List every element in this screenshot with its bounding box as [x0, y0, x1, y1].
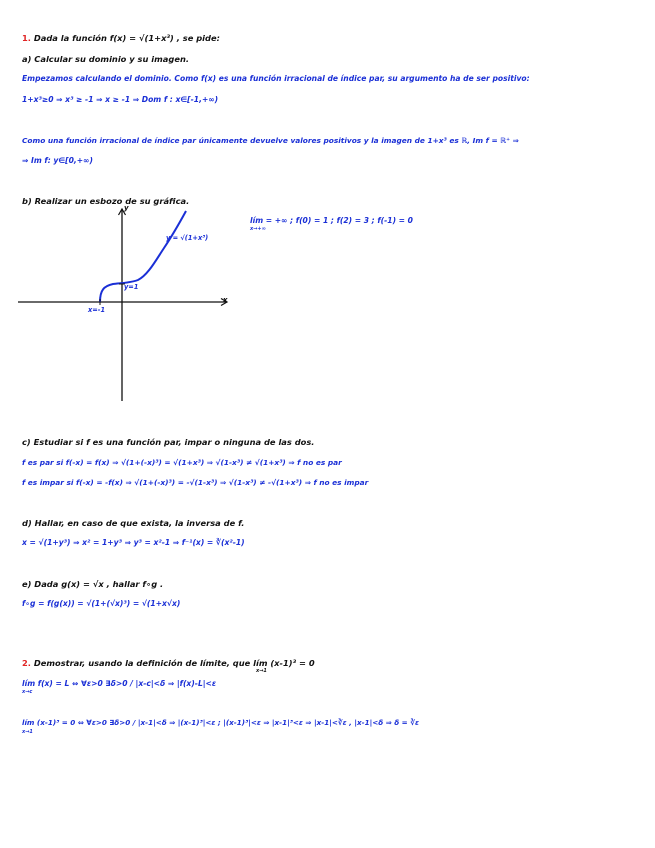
- y-axis-label: y: [124, 204, 129, 212]
- limit-definition-sub: x→c: [22, 689, 33, 695]
- exercise-2-statement: Demostrar, usando la definición de límite, que lím (x-1)³ = 0: [33, 658, 315, 668]
- exercise-1-number: 1.: [22, 33, 31, 43]
- part-b-heading: b) Realizar un esbozo de su gráfica.: [22, 196, 190, 206]
- exercise-2-title: [22, 658, 315, 668]
- graph-values-line: lím = +∞ ; f(0) = 1 ; f(2) = 3 ; f(-1) = 0: [250, 216, 413, 225]
- exercise-2-number: 2.: [22, 658, 31, 668]
- y-intercept-label: y=1: [124, 283, 139, 291]
- limit-proof: lím (x-1)³ = 0 ⇔ ∀ε>0 ∃δ>0 / |x-1|<δ ⇒ |(x-1)³|<ε ; |(x-1)³|<ε ⇒ |x-1|³<ε ⇒ |x-1|<∛ε , |x-1|<δ ⇒ δ = ∛ε: [22, 718, 419, 727]
- part-a-line-2: 1+x³≥0 ⇒ x³ ≥ -1 ⇒ x ≥ -1 ⇒ Dom f : x∈[-1,+∞): [22, 95, 219, 104]
- part-e-heading: e) Dada g(x) = √x , hallar f∘g .: [22, 579, 164, 589]
- part-c-line-2: f es impar si f(-x) = -f(x) ⇒ √(1+(-x)³) = -√(1-x³) ⇒ √(1-x³) ≠ -√(1+x³) ⇒ f no es impar: [22, 478, 369, 487]
- exercise-2-limit-sub: x→1: [256, 668, 267, 674]
- part-d-heading: d) Hallar, en caso de que exista, la inversa de f.: [22, 518, 245, 528]
- part-a-heading: a) Calcular su dominio y su imagen.: [22, 54, 190, 64]
- part-c-heading: c) Estudiar si f es una función par, impar o ninguna de las dos.: [22, 437, 315, 447]
- x-start-label: x=-1: [88, 306, 106, 314]
- x-axis-label: x: [223, 296, 228, 304]
- curve-label: y = √(1+x³): [166, 234, 209, 242]
- part-c-line-1: f es par si f(-x) = f(x) ⇒ √(1+(-x)³) = √(1+x³) ⇒ √(1-x³) ≠ √(1+x³) ⇒ f no es par: [22, 458, 342, 467]
- part-d-line-1: x = √(1+y³) ⇒ x² = 1+y³ ⇒ y³ = x²-1 ⇒ f⁻¹(x) = ∛(x²-1): [22, 538, 245, 547]
- graph-values-limit-sub: x→+∞: [250, 226, 266, 232]
- limit-proof-sub: x→1: [22, 729, 33, 735]
- part-a-line-3: Como una función irracional de índice par únicamente devuelve valores positivos y la imagen de 1+x³ es ℝ, Im f = ℝ⁺ ⇒: [22, 136, 519, 145]
- function-curve: [100, 211, 186, 302]
- exercise-1-statement: Dada la función f(x) = √(1+x³) , se pide:: [33, 33, 220, 43]
- part-e-line-1: f∘g = f(g(x)) = √(1+(√x)³) = √(1+x√x): [22, 599, 181, 608]
- part-a-line-4: ⇒ Im f: y∈[0,+∞): [22, 156, 93, 165]
- limit-definition: lím f(x) = L ⇔ ∀ε>0 ∃δ>0 / |x-c|<δ ⇒ |f(x)-L|<ε: [22, 679, 217, 688]
- part-a-line-1: Empezamos calculando el dominio. Como f(x) es una función irracional de índice par, su argumento ha de ser positivo:: [22, 74, 530, 83]
